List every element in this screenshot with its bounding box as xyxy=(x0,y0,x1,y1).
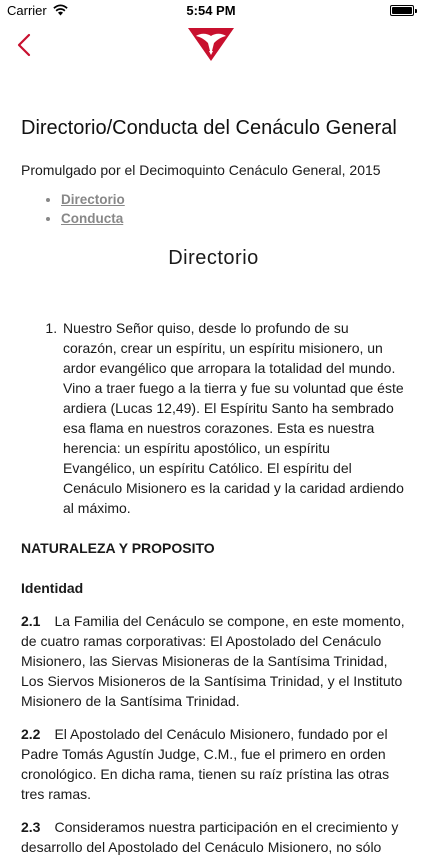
paragraph-number: 2.2 xyxy=(21,726,41,742)
promulgation-note: Promulgado por el Decimoquinto Cenáculo General, 2015 xyxy=(21,162,381,178)
clock: 5:54 PM xyxy=(186,3,236,18)
intro-list xyxy=(21,318,406,518)
table-of-contents xyxy=(21,190,406,228)
chevron-left-icon[interactable] xyxy=(14,30,36,60)
paragraph-number: 2.1 xyxy=(21,613,41,629)
cenaculo-dove-logo xyxy=(186,24,236,64)
document-body xyxy=(21,66,406,857)
toc-link-directorio[interactable]: Directorio xyxy=(61,192,125,207)
toc-item-conducta xyxy=(61,209,406,228)
navigation-bar xyxy=(0,22,422,66)
paragraph-2-2 xyxy=(21,724,406,804)
carrier-label: Carrier xyxy=(7,3,47,18)
section-title: Directorio xyxy=(168,247,259,269)
battery-icon xyxy=(390,5,414,16)
intro-paragraph: 1. Nuestro Señor quiso, desde lo profundo de su corazón, crear un espíritu, un espíritu misionero, un ardor evangélico que arropara la totalidad del mundo. Vino a traer fuego a la tierra y fue su voluntad que éste ardiera (Lucas 12,49). El Espíritu Santo ha sembrado esa flama en nuestros corazones. Esta es nuestra herencia: un espíritu apostólico, un espíritu Evangélico, un espíritu Católico. El espíritu del Cenáculo Misionero es la caridad y la caridad ardiendo al máximo. xyxy=(61,318,406,518)
status-bar xyxy=(0,0,422,22)
heading-identidad: Identidad xyxy=(21,580,84,596)
paragraph-2-1 xyxy=(21,611,406,711)
paragraph-2-3 xyxy=(21,817,406,857)
page-title: Directorio/Conducta del Cenáculo General xyxy=(21,117,397,139)
paragraph-text: La Familia del Cenáculo se compone, en este momento, de cuatro ramas corporativas: El Apostolado del Cenáculo Misionero, las Siervas Misioneras de la Santísima Trinidad, Los Siervos Misioneros de la Santísima Trinidad, y el Instituto Misionero de la Santísima Trinidad. xyxy=(21,613,405,709)
paragraph-text: El Apostolado del Cenáculo Misionero, fundado por el Padre Tomás Agustín Judge, C.M., fue el primero en orden cronológico. En dicha rama, tienen su raíz prístina las otras tres ramas. xyxy=(21,726,390,802)
heading-naturaleza: NATURALEZA Y PROPOSITO xyxy=(21,540,215,556)
toc-item-directorio xyxy=(61,190,406,209)
paragraph-number: 2.3 xyxy=(21,819,41,835)
paragraph-text: Consideramos nuestra participación en el crecimiento y desarrollo del Apostolado del Cenáculo Misionero, no sólo xyxy=(21,819,399,855)
toc-link-conducta[interactable]: Conducta xyxy=(61,211,124,226)
